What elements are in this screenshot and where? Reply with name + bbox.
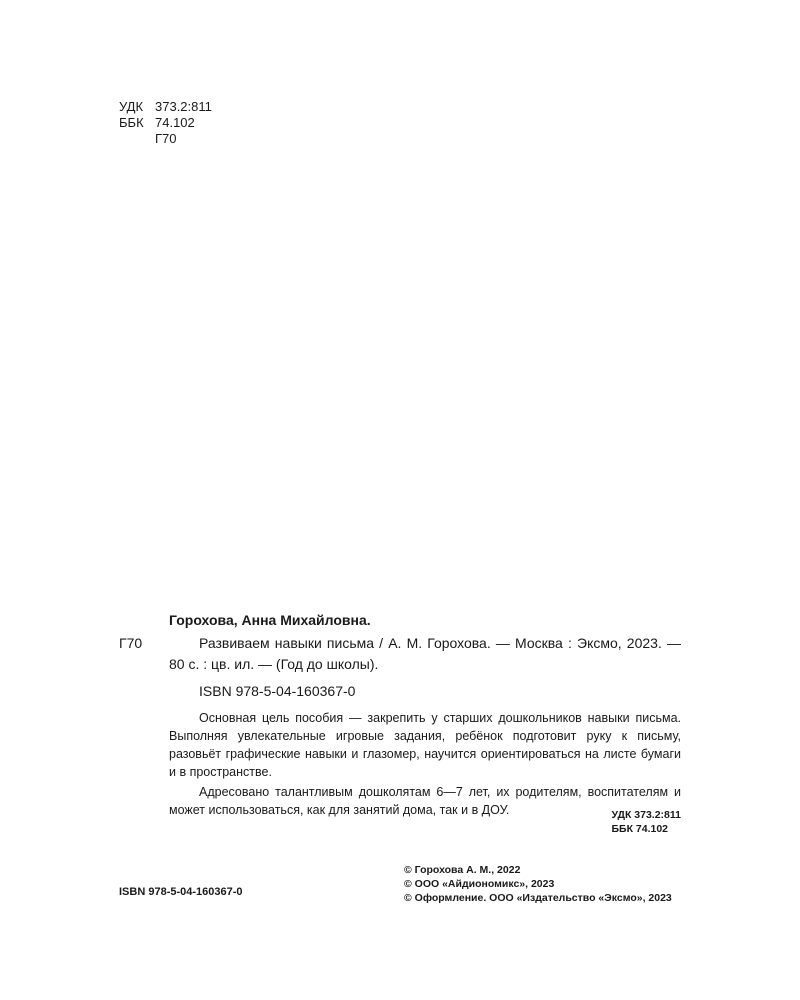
udk-value: 373.2:811: [155, 99, 212, 114]
codes-right-bbk: ББК 74.102: [611, 823, 669, 835]
card-author-mark: Г70: [119, 635, 143, 651]
codes-right-udk: УДК 373.2:811: [611, 809, 681, 821]
annotation-paragraph-2: Адресовано талантливым дошколятам 6—7 лет, их родителям, воспитателям и может использоваться, как для занятий дома, так и в ДОУ.: [169, 785, 681, 817]
codes-right-block: [611, 808, 681, 836]
card-annotation: [169, 709, 681, 819]
bbk-label: ББК: [119, 115, 144, 130]
classification-block: [119, 99, 212, 147]
card-isbn: ISBN 978-5-04-160367-0: [199, 683, 356, 699]
copyright-block: [404, 863, 672, 905]
card-author: Горохова, Анна Михайловна.: [169, 612, 371, 628]
bibliographic-card: [119, 611, 681, 819]
copyright-eksmo: © Оформление. ООО «Издательство «Эксмо», 2023: [404, 892, 672, 904]
bbk-value: 74.102: [155, 115, 195, 130]
bottom-isbn: ISBN 978-5-04-160367-0: [119, 886, 243, 898]
card-title-row: [119, 633, 681, 675]
copyright-idonomix: © ООО «Айдиономикс», 2023: [404, 878, 555, 890]
copyright-author: © Горохова А. М., 2022: [404, 864, 521, 876]
bbk-row: [119, 115, 212, 131]
udk-label: УДК: [119, 99, 144, 114]
annotation-paragraph-1: Основная цель пособия — закрепить у старших дошкольников навыки письма. Выполняя увлекательные игровые задания, ребёнок подготовит руку к письму, разовьёт графические навыки и глазомер, научится ориентироваться на листе бумаги и в пространстве.: [169, 711, 681, 779]
udk-row: [119, 99, 212, 115]
author-mark: Г70: [155, 131, 177, 146]
author-mark-row: [119, 131, 212, 147]
card-description: Развиваем навыки письма / А. М. Горохова. — Москва : Эксмо, 2023. — 80 с. : цв. ил. — (Год до школы).: [169, 635, 681, 672]
